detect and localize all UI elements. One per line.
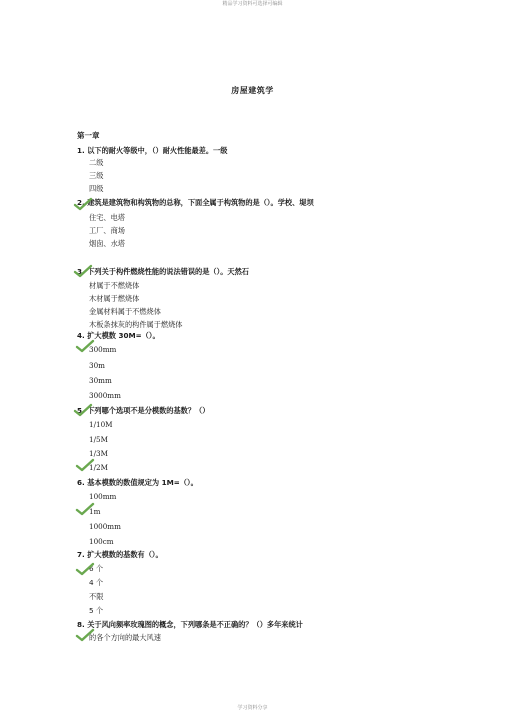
question-8-option: 的各个方向的最大风速 [89, 633, 161, 642]
question-1-option: 三级 [89, 171, 104, 180]
checkmark-icon [75, 339, 95, 353]
question-6-option: 1m [89, 507, 101, 516]
question-1-option: 四级 [89, 184, 104, 193]
question-7-option: 4 个 [89, 578, 104, 587]
question-1-option: 二级 [89, 158, 104, 167]
question-5-option: 1/5M [89, 435, 108, 444]
question-6-option: 100cm [89, 537, 114, 546]
question-5: 5. 下列哪个选项不是分模数的基数？（） [77, 406, 210, 415]
question-4: 4. 扩大模数 30M=（）。 [77, 331, 160, 340]
question-5-option: 1/3M [89, 449, 108, 458]
question-3-option: 材属于不燃烧体 [89, 281, 140, 290]
page-footer: 学习资料分享 [237, 705, 268, 711]
question-6-option: 100mm [89, 492, 117, 501]
question-2-option: 烟囱、水塔 [89, 239, 125, 248]
question-4-option: 30m [89, 361, 105, 370]
question-6-option: 1000mm [89, 522, 121, 531]
question-1: 1. 以下的耐火等级中，（）耐火性能最差。一级 [77, 146, 228, 155]
checkmark-icon [75, 628, 95, 642]
question-5-option: 1/2M [89, 463, 108, 472]
checkmark-icon [75, 458, 95, 472]
question-3-option: 木板条抹灰的构件属于燃烧体 [89, 320, 183, 329]
chapter-heading: 第一章 [77, 131, 100, 140]
question-3-option: 木材属于燃烧体 [89, 294, 140, 303]
question-2-option: 工厂、商场 [89, 226, 125, 235]
question-7-option: 6 个 [89, 564, 104, 573]
checkmark-icon [73, 403, 93, 417]
question-3: 3. 下列关于构件燃烧性能的说法错误的是（）。天然石 [77, 267, 249, 276]
question-4-option: 3000mm [89, 391, 121, 400]
checkmark-icon [73, 264, 93, 278]
question-7: 7. 扩大模数的基数有（）。 [77, 550, 163, 559]
question-4-option: 300mm [89, 345, 117, 354]
checkmark-icon [75, 562, 95, 576]
question-6: 6. 基本模数的数值规定为 1M=（）。 [77, 478, 198, 487]
checkmark-icon [75, 502, 95, 516]
question-5-option: 1/10M [89, 420, 113, 429]
page-header: 精品学习资料可选择可编辑 [222, 1, 283, 7]
question-7-option: 不限 [89, 592, 104, 601]
question-2-option: 住宅、电塔 [89, 213, 125, 222]
question-2: 2. 建筑是建筑物和构筑物的总称，下面全属于构筑物的是（）。学校、堤坝 [77, 198, 314, 207]
question-3-option: 金属材料属于不燃烧体 [89, 307, 161, 316]
checkmark-icon [73, 197, 93, 211]
question-4-option: 30mm [89, 376, 112, 385]
question-7-option: 5 个 [89, 606, 104, 615]
document-title: 房屋建筑学 [231, 86, 274, 95]
question-8: 8. 关于风向频率玫瑰图的概念，下列哪条是不正确的？（）多年来统计 [77, 620, 303, 629]
